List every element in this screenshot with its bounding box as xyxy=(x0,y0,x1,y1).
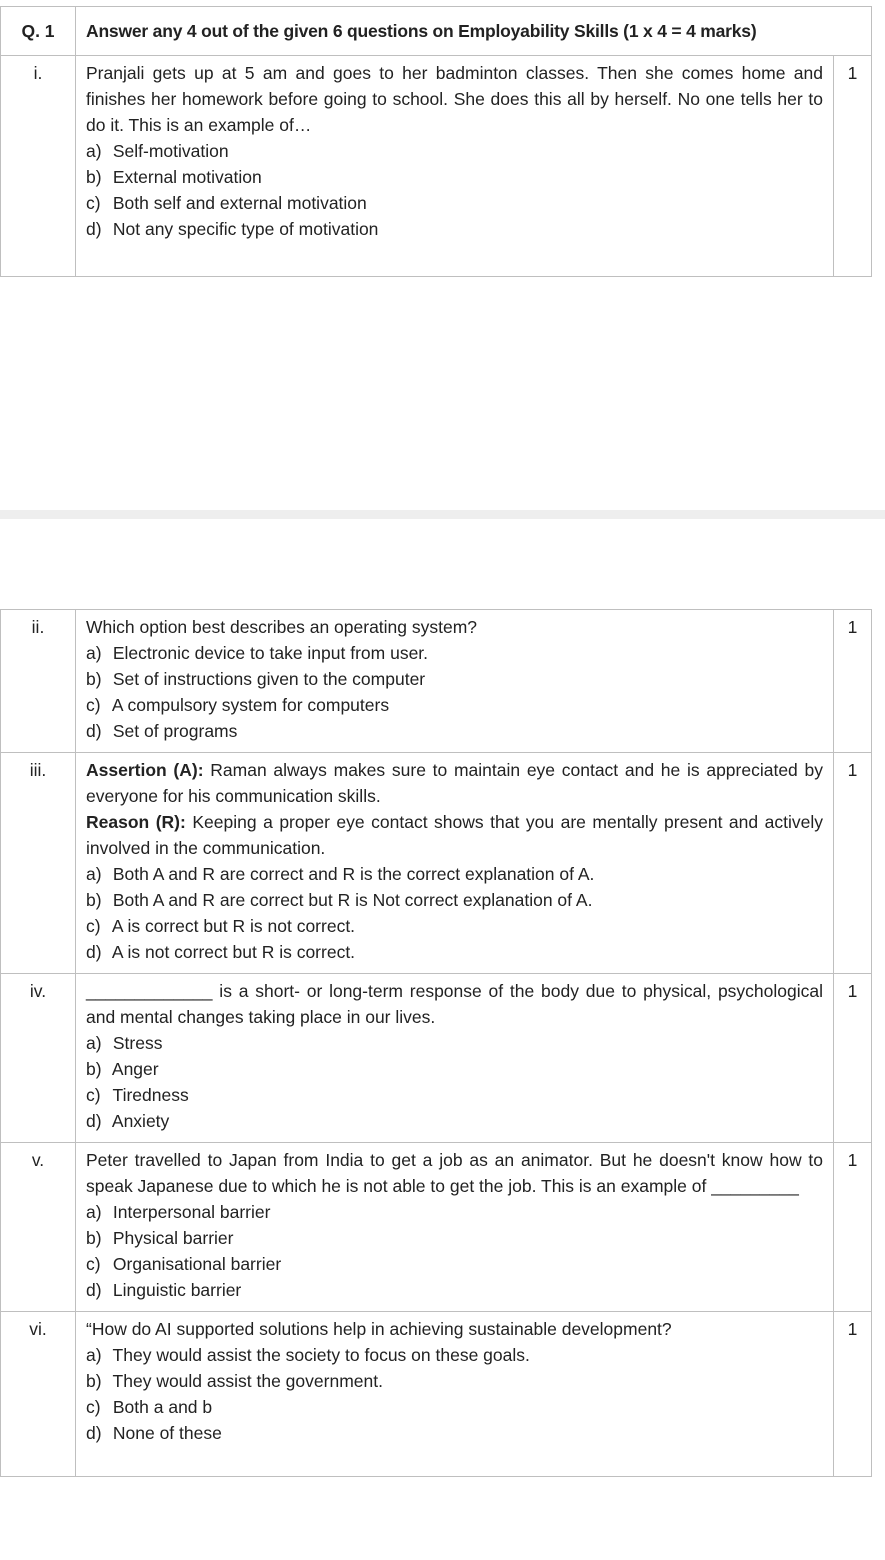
option-b: b) External motivation xyxy=(86,167,262,187)
option-d: d) None of these xyxy=(86,1423,222,1443)
marks: 1 xyxy=(834,753,872,974)
option-b: b) Set of instructions given to the computer xyxy=(86,669,426,689)
option-d: d) A is not correct but R is correct. xyxy=(86,942,356,962)
question-table-page-1 xyxy=(0,6,872,277)
option-c: c) Both a and b xyxy=(86,1397,213,1417)
option-c: c) A is correct but R is not correct. xyxy=(86,916,356,936)
option-b: b) Anger xyxy=(86,1059,159,1079)
option-a: a) Self-motivation xyxy=(86,141,229,161)
option-a: a) They would assist the society to focus on these goals. xyxy=(86,1345,530,1365)
option-a: a) Both A and R are correct and R is the correct explanation of A. xyxy=(86,864,595,884)
assertion-label: Assertion (A): xyxy=(86,760,204,780)
marks: 1 xyxy=(834,974,872,1143)
marks: 1 xyxy=(834,1143,872,1312)
question-number: ii. xyxy=(1,610,76,753)
question-number: vi. xyxy=(1,1312,76,1477)
question-row-vi xyxy=(1,1312,872,1477)
question-row-iv xyxy=(1,974,872,1143)
question-stem: _____________ is a short- or long-term response of the body due to physical, psychological and mental changes taking place in our lives. xyxy=(86,981,823,1027)
question-table-page-2 xyxy=(0,609,872,1477)
question-stem: Peter travelled to Japan from India to get a job as an animator. But he doesn't know how to speak Japanese due to which he is not able to get the job. This is an example of _________ xyxy=(86,1150,823,1196)
question-body xyxy=(76,1143,834,1312)
question-number: iii. xyxy=(1,753,76,974)
question-row-iii xyxy=(1,753,872,974)
marks: 1 xyxy=(834,610,872,753)
option-b: b) Physical barrier xyxy=(86,1228,234,1248)
question-stem: Which option best describes an operating system? xyxy=(86,617,478,637)
option-c: c) Organisational barrier xyxy=(86,1254,282,1274)
option-a: a) Interpersonal barrier xyxy=(86,1202,271,1222)
option-c: c) Both self and external motivation xyxy=(86,193,367,213)
assertion-statement: Assertion (A): Raman always makes sure to maintain eye contact and he is appreciated by everyone for his communication skills. xyxy=(86,760,823,806)
reason-label: Reason (R): xyxy=(86,812,186,832)
question-number: i. xyxy=(1,56,76,277)
question-row-ii xyxy=(1,610,872,753)
question-number: iv. xyxy=(1,974,76,1143)
option-b: b) They would assist the government. xyxy=(86,1371,383,1391)
option-c: c) A compulsory system for computers xyxy=(86,695,390,715)
option-d: d) Set of programs xyxy=(86,721,238,741)
question-row-i xyxy=(1,56,872,277)
question-body xyxy=(76,1312,834,1477)
page-separator xyxy=(0,510,885,519)
question-number-header: Q. 1 xyxy=(1,7,76,56)
question-stem: “How do AI supported solutions help in achieving sustainable development? xyxy=(86,1319,672,1339)
option-c: c) Tiredness xyxy=(86,1085,189,1105)
question-body xyxy=(76,610,834,753)
question-row-v xyxy=(1,1143,872,1312)
option-a: a) Stress xyxy=(86,1033,163,1053)
question-stem: Pranjali gets up at 5 am and goes to her badminton classes. Then she comes home and finishes her homework before going to school. She does this all by herself. No one tells her to do it. This is an example of… xyxy=(86,63,823,135)
question-number: v. xyxy=(1,1143,76,1312)
reason-statement: Reason (R): Keeping a proper eye contact shows that you are mentally present and actively involved in the communication. xyxy=(86,812,823,858)
option-b: b) Both A and R are correct but R is Not correct explanation of A. xyxy=(86,890,593,910)
header-row xyxy=(1,7,872,56)
option-d: d) Linguistic barrier xyxy=(86,1280,242,1300)
page-1 xyxy=(0,0,885,510)
option-a: a) Electronic device to take input from user. xyxy=(86,643,429,663)
question-body xyxy=(76,974,834,1143)
marks: 1 xyxy=(833,56,871,277)
option-d: d) Not any specific type of motivation xyxy=(86,219,379,239)
marks: 1 xyxy=(834,1312,872,1477)
option-d: d) Anxiety xyxy=(86,1111,170,1131)
page-2 xyxy=(0,519,885,1560)
instruction-header: Answer any 4 out of the given 6 questions on Employability Skills (1 x 4 = 4 marks) xyxy=(76,7,872,56)
question-body xyxy=(76,56,834,277)
question-body xyxy=(76,753,834,974)
